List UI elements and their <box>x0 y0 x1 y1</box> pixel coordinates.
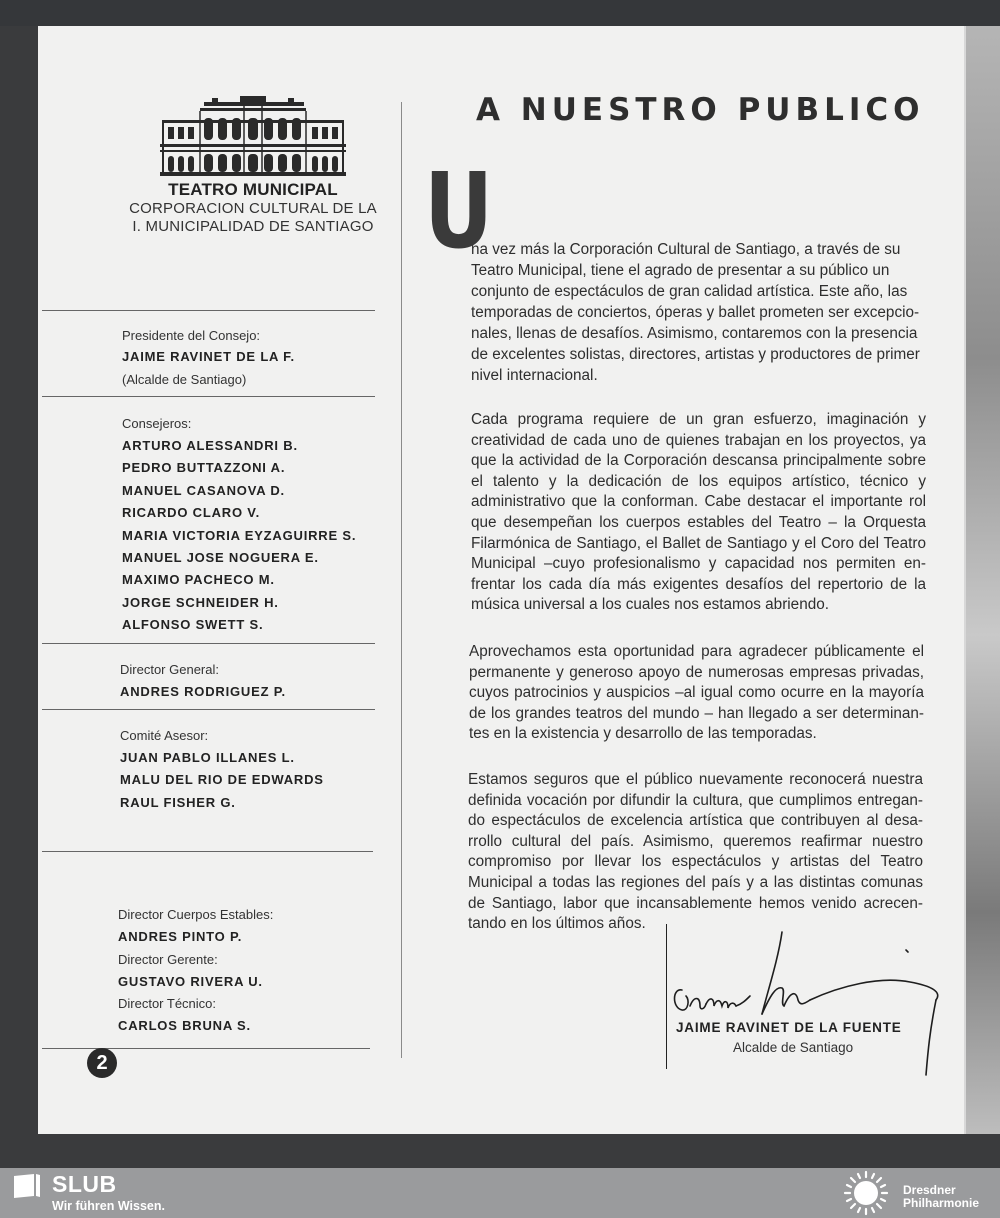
consejeros-list <box>122 435 356 637</box>
page-number-badge: 2 <box>87 1048 117 1078</box>
dir-cuerpos-name: ANDRES PINTO P. <box>118 929 243 944</box>
comite-member: JUAN PABLO ILLANES L. <box>120 750 295 765</box>
slub-tagline: Wir führen Wissen. <box>52 1199 165 1213</box>
theatre-logo-block <box>118 96 388 236</box>
page-fold-line <box>964 26 966 1134</box>
divider <box>42 851 373 852</box>
paragraph-line: nales, llenas de desafíos. Asimismo, contaremos con la presencia <box>471 325 918 342</box>
divider <box>42 1048 370 1049</box>
org-name: TEATRO MUNICIPAL <box>168 180 338 199</box>
divider <box>42 709 375 710</box>
dir-cuerpos-label: Director Cuerpos Estables: <box>118 907 274 922</box>
consejero-name: RICARDO CLARO V. <box>122 505 260 521</box>
paragraph-3: Aprovechamos esta oportunidad para agradecer públicamente el permanente y generoso apoyo de numerosas empresas privadas, cuyos patrocinios y auspicios –al igual como ocurre en la mayoría de los grandes teatros del mundo – han llegado a ser determinan-tes en la existencia y desarrollo de las temporadas. <box>469 643 924 743</box>
column-divider <box>401 102 402 1058</box>
paragraph-2: Cada programa requiere de un gran esfuerzo, imaginación y creatividad de cada uno de quienes trabajan en los proyectos, ya que la actividad de la Corporación descansa principalmente sobre el talento y la dedicación de los equipos artístico, técnico y administrativo que la conforman. Cabe destacar el importante rol que desempeñan los cuerpos estables del Teatro – la Orquesta Filarmónica de Santiago, el Ballet de Santiago y el Coro del Teatro Municipal –cuyo profesionalismo y capacidad nos permiten en-frentar los cada día más exigentes desafíos del repertorio de la música universal a los cuales nos estamos abriendo. <box>471 411 926 614</box>
org-subtitle-line-1: CORPORACION CULTURAL DE LA <box>129 200 377 217</box>
handwritten-signature <box>670 930 945 1080</box>
paragraph-line: de excelentes solistas, directores, artistas y productores de primer <box>471 346 920 363</box>
scan-background-top <box>0 0 1000 26</box>
comite-member: RAUL FISHER G. <box>120 794 236 810</box>
consejero-name: ALFONSO SWETT S. <box>122 617 264 633</box>
consejero-name: MANUEL CASANOVA D. <box>122 482 285 498</box>
paragraph-line: na vez más la Corporación Cultural de Santiago, a través de su <box>471 241 901 258</box>
consejero-name: ARTURO ALESSANDRI B. <box>122 438 298 453</box>
consejeros-label: Consejeros: <box>122 416 192 431</box>
presidente-label: Presidente del Consejo: <box>122 328 261 343</box>
dir-tecnico-name: CARLOS BRUNA S. <box>118 1018 251 1033</box>
consejero-name: JORGE SCHNEIDER H. <box>122 594 279 610</box>
consejero-name: MAXIMO PACHECO M. <box>122 572 275 588</box>
paragraph-4: Estamos seguros que el público nuevamente reconocerá nuestra definida vocación por difundir la cultura, que cumplimos entregan-do espectáculos de excelencia artística que contribuyen al desa-rrollo cultural del país. Asimismo, queremos reafirmar nuestro compromiso por llevar los espectáculos y artistas del Teatro Municipal a todas las regiones del país y a las distintas comunas de Santiago, labor que incansablemente hemos venido acrecen-tando en los últimos años. <box>468 771 923 933</box>
divider <box>42 396 375 397</box>
dir-gerente-name: GUSTAVO RIVERA U. <box>118 974 263 989</box>
consejero-name: MARIA VICTORIA EYZAGUIRRE S. <box>122 527 357 543</box>
director-general-name: ANDRES RODRIGUEZ P. <box>120 684 286 699</box>
divider <box>42 643 375 644</box>
slub-logo-text[interactable]: SLUB <box>52 1171 117 1197</box>
theatre-building-icon <box>160 96 346 176</box>
consejero-name: MANUEL JOSE NOGUERA E. <box>122 549 319 565</box>
partner-name-line-2: Philharmonie <box>903 1196 980 1210</box>
scan-background-bottom <box>0 1134 1000 1168</box>
paragraph-line: conjunto de espectáculos de gran calidad artística. Este año, las <box>471 283 908 300</box>
divider <box>42 310 375 311</box>
paragraph-line: temporadas de conciertos, óperas y ballet prometen ser excepcio- <box>471 304 920 321</box>
presidente-note: (Alcalde de Santiago) <box>122 372 247 387</box>
adjacent-page-edge <box>964 26 1000 1134</box>
signature-bracket-line <box>666 924 667 1069</box>
dir-gerente-label: Director Gerente: <box>118 952 218 967</box>
presidente-name: JAIME RAVINET DE LA F. <box>122 349 295 364</box>
comite-list <box>120 747 324 814</box>
drop-cap: U <box>424 150 494 272</box>
comite-member: MALU DEL RIO DE EDWARDS <box>120 772 324 788</box>
dresdner-philharmonie-logo-icon[interactable] <box>840 1170 892 1216</box>
paragraph-line: nivel internacional. <box>471 367 598 384</box>
consejero-name: PEDRO BUTTAZZONI A. <box>122 460 286 476</box>
director-general-label: Director General: <box>120 662 219 677</box>
page-heading: A NUESTRO PUBLICO <box>476 92 925 128</box>
signer-name: JAIME RAVINET DE LA FUENTE <box>676 1020 902 1035</box>
slub-book-icon <box>14 1174 40 1198</box>
partner-name-line-1: Dresdner <box>903 1183 956 1197</box>
org-subtitle-line-2: I. MUNICIPALIDAD DE SANTIAGO <box>132 218 374 235</box>
comite-label: Comité Asesor: <box>120 728 209 743</box>
paragraph-line: Teatro Municipal, tiene el agrado de presentar a su público un <box>471 262 890 279</box>
dir-tecnico-label: Director Técnico: <box>118 996 217 1011</box>
signer-role: Alcalde de Santiago <box>733 1040 854 1055</box>
